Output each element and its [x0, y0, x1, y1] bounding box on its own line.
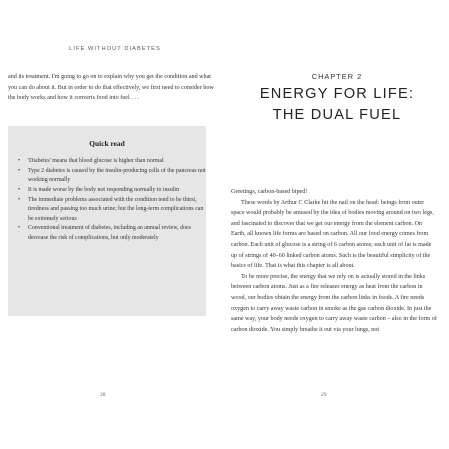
quick-read-item-text: It is made worse by the body not responding normally to insulin [28, 187, 180, 194]
quick-read-item [18, 224, 206, 243]
bullet-icon: • [18, 167, 21, 174]
bullet-icon: • [18, 187, 21, 194]
body-paragraph: These words by Arthur C Clarke hit the nail on the head: beings from outer space would probably be amused by the idea of bodies moving around on two legs, and fascinated to discover that we get our energy from the element carbon. On Earth, all known life forms are based on carbon. All our food energy comes from carbon. Each unit of glucose is a string of 6 carbon atoms; each unit of fat is made up of strings of 40–60 linked carbon atoms. Such is the beautiful simplicity of the basics of life. That is what this chapter is all about. [231, 199, 434, 270]
chapter-title-line: ENERGY FOR LIFE: [259, 86, 415, 102]
quick-read-title: Quick read [89, 139, 125, 148]
quick-read-item [18, 186, 206, 195]
epigraph-line: Greetings, carbon-based biped! [231, 189, 308, 195]
chapter-title-line: THE DUAL FUEL [272, 107, 402, 123]
bullet-icon: • [18, 158, 21, 164]
left-page [0, 0, 224, 449]
right-body-text [231, 187, 437, 335]
chapter-label: CHAPTER 2 [311, 72, 363, 81]
quick-read-box [8, 126, 206, 316]
quick-read-item-text: 'Diabetes' means that blood glucose is higher than normal [28, 158, 164, 164]
page-number-left: 28 [100, 392, 106, 398]
quick-read-item [18, 157, 206, 166]
quick-read-item-text: The immediate problems associated with the condition tend to be thirst, tiredness and passing too much urine; but the long-term complications can be extremely serious [28, 196, 204, 222]
quick-read-item [18, 196, 206, 224]
left-body-text [8, 72, 214, 104]
page-number-right: 29 [321, 392, 327, 398]
quick-read-item [18, 167, 206, 186]
right-page [225, 0, 449, 449]
bullet-icon: • [18, 225, 21, 232]
quick-read-item-text: Conventional treatment of diabetes, including an annual review, does decrease the risk of complications, but only moderately [28, 225, 191, 241]
quick-read-item-text: Type 2 diabetes is caused by the insulin-producing cells of the pancreas not working normally [28, 167, 206, 184]
quick-read-list [8, 157, 206, 243]
bullet-icon: • [18, 196, 21, 203]
chapter-title [225, 84, 449, 126]
running-head: LIFE WITHOUT DIABETES [69, 46, 161, 52]
left-paragraph: and its treatment. I'm going to go on to explain why you get the condition and what you can do about it. But in order to do that effectively, we first need to consider how the body works and how it converts food into fuel . . . [8, 74, 214, 102]
body-paragraph: To be more precise, the energy that we rely on is actually stored in the links between carbon atoms. Just as a fire releases energy as heat from the carbon in wood, our bodies obtain the energy from the carbon links in foods. A fire needs oxygen to carry away waste carbon in smoke as the gas carbon dioxide. In just the same way, your body needs oxygen to carry away waste carbon – also in the form of carbon dioxide. You simply breathe it out via your lungs, not [231, 273, 437, 333]
